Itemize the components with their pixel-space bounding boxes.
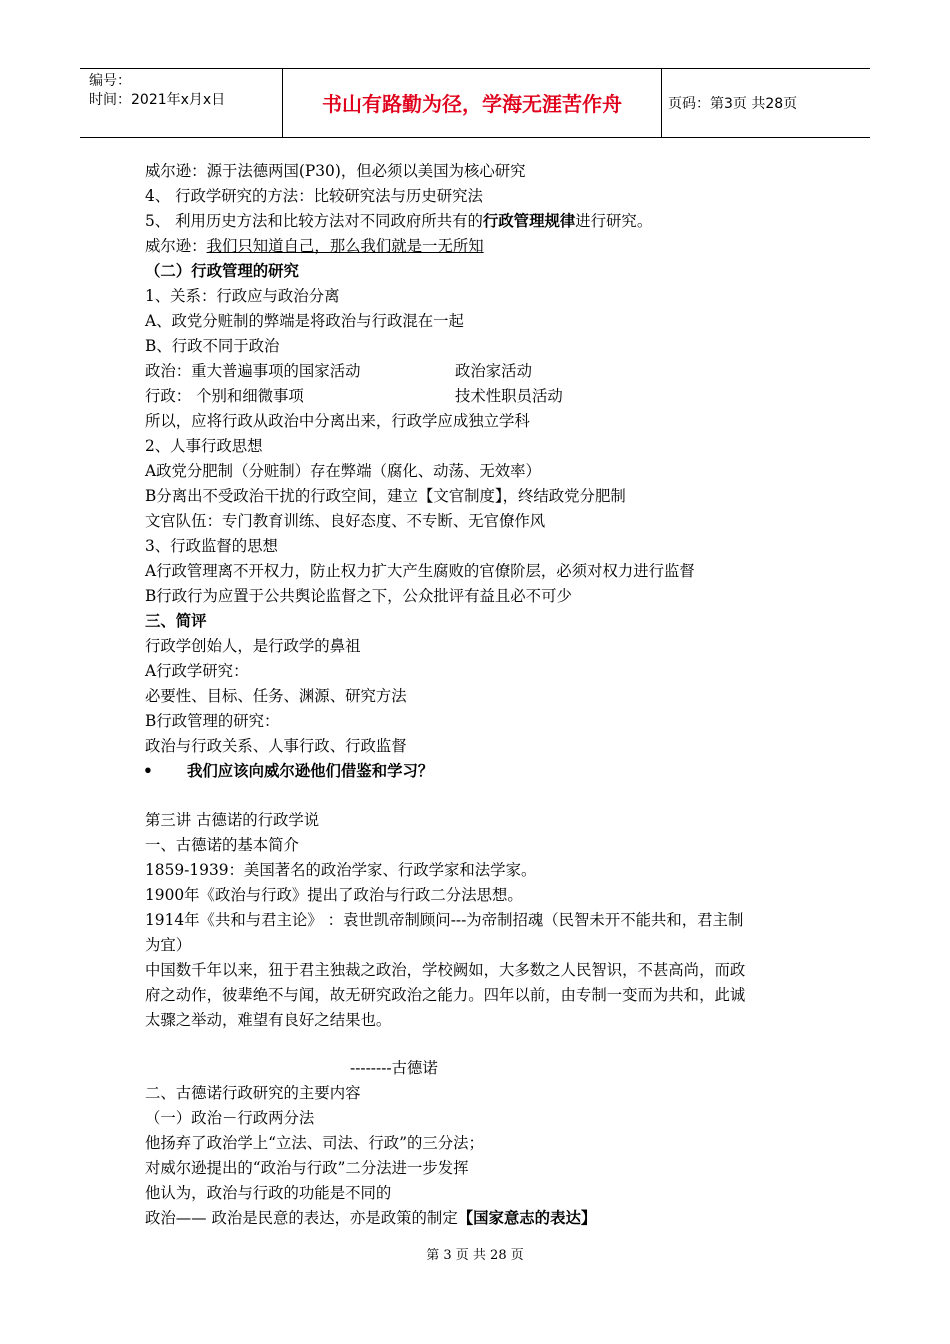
text-line: 中国数千年以来，狃于君主独裁之政治，学校阙如，大多数之人民智识，不甚高尚，而政 — [145, 961, 746, 979]
underlined-quote: 我们只知道自己，那么我们就是一无所知 — [206, 237, 484, 255]
text-line: 行政学创始人，是行政学的鼻祖 — [145, 637, 361, 655]
text-line: B行政行为应置于公共舆论监督之下，公众批评有益且必不可少 — [145, 587, 572, 605]
text-line: 1859-1939：美国著名的政治学家、行政学家和法学家。 — [145, 861, 537, 879]
text-line: 二、古德诺行政研究的主要内容 — [145, 1084, 361, 1102]
second-column: 技术性职员活动 — [455, 387, 563, 405]
text-line — [145, 211, 652, 231]
text-line: 太骤之举动，难望有良好之结果也。 — [145, 1011, 392, 1029]
text-line — [145, 361, 532, 381]
header-page-cell — [662, 69, 870, 137]
text-line — [145, 236, 484, 256]
text-line: B、行政不同于政治 — [145, 337, 280, 355]
text-line: A行政管理离不开权力，防止权力扩大产生腐败的官僚阶层，必须对权力进行监督 — [145, 562, 695, 580]
text-segment: 政治：重大普遍事项的国家活动 — [145, 362, 361, 380]
header-info-cell — [80, 69, 283, 137]
text-line: 3、行政监督的思想 — [145, 537, 278, 555]
text-line — [145, 386, 563, 406]
text-line: A、政党分赃制的弊端是将政治与行政混在一起 — [145, 312, 464, 330]
text-line: 1914年《共和与君主论》 ：袁世凯帝制顾问---为帝制招魂（民智未开不能共和，君主制 — [145, 911, 744, 929]
text-line: 他认为，政治与行政的功能是不同的 — [145, 1184, 392, 1202]
text-segment: 进行研究。 — [575, 212, 653, 230]
page-footer: 第 3 页 共 28 页 — [426, 1248, 524, 1263]
second-column: 政治家活动 — [455, 362, 532, 380]
bold-term: 行政管理规律 — [482, 212, 576, 230]
bullet-icon: • — [143, 762, 153, 780]
text-line: （一）政治－行政两分法 — [145, 1109, 315, 1127]
text-line: A行政学研究： — [145, 662, 249, 680]
text-line: 1900年《政治与行政》提出了政治与行政二分法思想。 — [145, 886, 523, 904]
bullet-question — [145, 761, 433, 781]
text-line: A政党分肥制（分赃制）存在弊端（腐化、动荡、无效率） — [145, 462, 541, 480]
text-line: 威尔逊：源于法德两国(P30)，但必须以美国为核心研究 — [145, 162, 526, 180]
text-line: 4、 行政学研究的方法：比较研究法与历史研究法 — [145, 187, 483, 205]
section-heading: （二）行政管理的研究 — [145, 262, 299, 280]
time-label: 时间：2021年x月x日 — [89, 92, 226, 108]
text-line: 府之动作，彼辈绝不与闻，故无研究政治之能力。四年以前，由专制一变而为共和，此诚 — [145, 986, 746, 1004]
text-line — [145, 1208, 596, 1228]
text-line: B行政管理的研究： — [145, 712, 280, 730]
code-label: 编号： — [89, 73, 131, 89]
motto: 书山有路勤为径，学海无涯苦作舟 — [322, 92, 622, 116]
page-header — [80, 68, 870, 138]
text-line: 2、人事行政思想 — [145, 437, 263, 455]
header-motto-cell — [283, 69, 662, 137]
text-line: 为宜） — [145, 936, 192, 954]
text-line: 文官队伍：专门教育训练、良好态度、不专断、无官僚作风 — [145, 512, 546, 530]
text-segment: 威尔逊： — [145, 237, 207, 255]
text-segment: 政治—— 政治是民意的表达，亦是政策的制定 — [145, 1209, 458, 1227]
page-label: 页码：第3页 共28页 — [668, 96, 798, 112]
quote-attribution: --------古德诺 — [350, 1059, 438, 1077]
text-segment: 5、 利用历史方法和比较方法对不同政府所共有的 — [145, 212, 483, 230]
lecture-title: 第三讲 古德诺的行政学说 — [145, 811, 320, 829]
bold-term: 【国家意志的表达】 — [457, 1209, 597, 1227]
text-line: B分离出不受政治干扰的行政空间，建立【文官制度】，终结政党分肥制 — [145, 487, 626, 505]
text-line: 一、古德诺的基本简介 — [145, 836, 299, 854]
question-text: 我们应该向威尔逊他们借鉴和学习？ — [187, 762, 434, 780]
text-segment: 行政： 个别和细微事项 — [145, 387, 304, 405]
text-line: 1、关系：行政应与政治分离 — [145, 287, 340, 305]
text-line: 所以，应将行政从政治中分离出来，行政学应成独立学科 — [145, 412, 530, 430]
text-line: 政治与行政关系、人事行政、行政监督 — [145, 737, 407, 755]
text-line: 对威尔逊提出的“政治与行政”二分法进一步发挥 — [145, 1159, 469, 1177]
section-heading: 三、简评 — [145, 612, 207, 630]
text-line: 他扬弃了政治学上“立法、司法、行政”的三分法； — [145, 1134, 484, 1152]
text-line: 必要性、目标、任务、渊源、研究方法 — [145, 687, 407, 705]
